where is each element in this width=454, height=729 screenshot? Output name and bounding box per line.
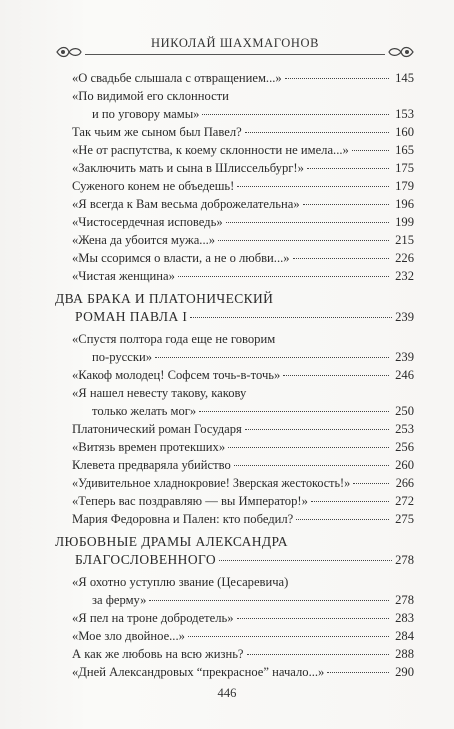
toc-entry[interactable] [72, 177, 414, 195]
entry-page: 153 [395, 107, 414, 121]
section-heading[interactable] [75, 551, 414, 569]
leader-dots [149, 600, 389, 601]
toc-entry[interactable] [72, 474, 414, 492]
entry-page: 160 [395, 125, 414, 139]
entry-title: «Мое зло двойное...» [72, 629, 185, 643]
entry-title: «Заключить мать и сына в Шлиссельбург!» [72, 161, 304, 175]
toc-entry[interactable] [72, 627, 414, 645]
entry-page: 278 [395, 593, 414, 607]
leader-dots [190, 317, 392, 318]
entry-title: по-русски» [92, 350, 152, 364]
entry-title: «Чистая женщина» [72, 269, 175, 283]
entry-page: 250 [395, 404, 414, 418]
leader-dots [353, 483, 389, 484]
section-page: 278 [395, 553, 414, 567]
leader-dots [219, 560, 392, 561]
entry-page: 175 [395, 161, 414, 175]
leader-dots [293, 258, 389, 259]
entry-title: Мария Федоровна и Пален: кто победил? [72, 512, 294, 526]
leader-dots [199, 411, 389, 412]
entry-title: только желать мог» [92, 404, 197, 418]
toc-entry[interactable] [72, 510, 414, 528]
toc-entry[interactable] [72, 141, 414, 159]
toc-entry[interactable] [72, 492, 414, 510]
entry-title: «Удивительное хладнокровие! Зверская жестокость!» [72, 476, 351, 490]
leader-dots [283, 375, 389, 376]
entry-page: 288 [395, 647, 414, 661]
leader-dots [234, 465, 389, 466]
leader-dots [202, 114, 389, 115]
leader-dots [307, 168, 389, 169]
entry-page: 283 [395, 611, 414, 625]
entry-title: Так чьим же сыном был Павел? [72, 125, 242, 139]
leader-dots [247, 654, 389, 655]
section-heading-line1[interactable]: ДВА БРАКА И ПЛАТОНИЧЕСКИЙ [55, 291, 274, 306]
toc-entry[interactable] [72, 123, 414, 141]
toc-entry[interactable] [72, 663, 414, 681]
leader-dots [188, 636, 389, 637]
entry-page: 256 [395, 440, 414, 454]
entry-title: «Не от распутства, к коему склонности не имела...» [72, 143, 349, 157]
entry-title: «Витязь времен протекших» [72, 440, 226, 454]
leader-dots [155, 357, 389, 358]
entry-page: 284 [395, 629, 414, 643]
section-heading[interactable] [75, 308, 414, 326]
section-title: РОМАН ПАВЛА I [75, 309, 188, 324]
toc-entry[interactable] [72, 438, 414, 456]
entry-page: 179 [395, 179, 414, 193]
entry-title: «Жена да убоится мужа...» [72, 233, 216, 247]
leader-dots [237, 618, 389, 619]
entry-page: 165 [395, 143, 414, 157]
toc-entry-line1[interactable]: «Я охотно уступлю звание (Цесаревича) [72, 575, 289, 589]
toc-entry[interactable] [92, 348, 414, 366]
toc-entry-line1[interactable]: «По видимой его склонности [72, 89, 229, 103]
entry-title: «Чистосердечная исповедь» [72, 215, 223, 229]
entry-page: 290 [395, 665, 414, 679]
entry-page: 275 [395, 512, 414, 526]
leader-dots [327, 672, 389, 673]
entry-page: 226 [395, 251, 414, 265]
toc-entry[interactable] [72, 159, 414, 177]
entry-page: 196 [395, 197, 414, 211]
toc-entry[interactable] [72, 645, 414, 663]
entry-title: «Какоф молодец! Софсем точь-в-точь» [72, 368, 281, 382]
section-heading-line1[interactable]: ЛЮБОВНЫЕ ДРАМЫ АЛЕКСАНДРА [55, 534, 288, 549]
toc-entry[interactable] [72, 231, 414, 249]
entry-title: Клевета предваряла убийство [72, 458, 231, 472]
entry-title: за ферму» [92, 593, 147, 607]
section-page: 239 [395, 310, 414, 324]
leader-dots [352, 150, 389, 151]
toc-entry[interactable] [72, 366, 414, 384]
toc-entry-line1[interactable]: «Я нашел невесту такову, какову [72, 386, 247, 400]
toc-entry[interactable] [72, 456, 414, 474]
toc-entry[interactable] [92, 591, 414, 609]
toc-entry[interactable] [72, 609, 414, 627]
entry-page: 246 [395, 368, 414, 382]
entry-page: 260 [395, 458, 414, 472]
entry-page: 272 [395, 494, 414, 508]
entry-title: А как же любовь на всю жизнь? [72, 647, 244, 661]
toc-entry[interactable] [72, 267, 414, 285]
entry-title: «Теперь вас поздравляю — вы Император!» [72, 494, 308, 508]
entry-title: «Дней Александровых “прекрасное” начало...» [72, 665, 325, 679]
entry-page: 199 [395, 215, 414, 229]
leader-dots [226, 222, 389, 223]
section-title: БЛАГОСЛОВЕННОГО [75, 552, 216, 567]
toc-entry[interactable] [72, 213, 414, 231]
entry-title: Платонический роман Государя [72, 422, 242, 436]
entry-title: «О свадьбе слышала с отвращением...» [72, 71, 282, 85]
entry-page: 266 [395, 476, 414, 490]
entry-title: «Я всегда к Вам весьма доброжелательна» [72, 197, 300, 211]
entry-page: 145 [395, 71, 414, 85]
leader-dots [178, 276, 389, 277]
page-number: 446 [217, 686, 237, 700]
toc-entry[interactable] [72, 420, 414, 438]
entry-page: 215 [395, 233, 414, 247]
entry-title: «Мы ссоримся о власти, а не о любви...» [72, 251, 290, 265]
toc-entry[interactable] [92, 402, 414, 420]
entry-title: «Я пел на троне добродетель» [72, 611, 234, 625]
entry-page: 239 [395, 350, 414, 364]
toc-entry[interactable] [72, 69, 414, 87]
toc-entry[interactable] [72, 195, 414, 213]
entry-page: 232 [395, 269, 414, 283]
leader-dots [311, 501, 389, 502]
leader-dots [237, 186, 389, 187]
toc-entry[interactable] [72, 249, 414, 267]
leader-dots [218, 240, 389, 241]
entry-page: 253 [395, 422, 414, 436]
leader-dots [303, 204, 389, 205]
leader-dots [296, 519, 389, 520]
toc-entry-line1[interactable]: «Спустя полтора года еще не говорим [72, 332, 276, 346]
leader-dots [285, 78, 389, 79]
leader-dots [245, 132, 389, 133]
toc-entry[interactable] [92, 105, 414, 123]
leader-dots [245, 429, 389, 430]
author-name: НИКОЛАЙ ШАХМАГОНОВ [150, 36, 320, 50]
leader-dots [228, 447, 389, 448]
entry-title: Суженого конем не объедешь! [72, 179, 235, 193]
entry-title: и по уговору мамы» [92, 107, 200, 121]
